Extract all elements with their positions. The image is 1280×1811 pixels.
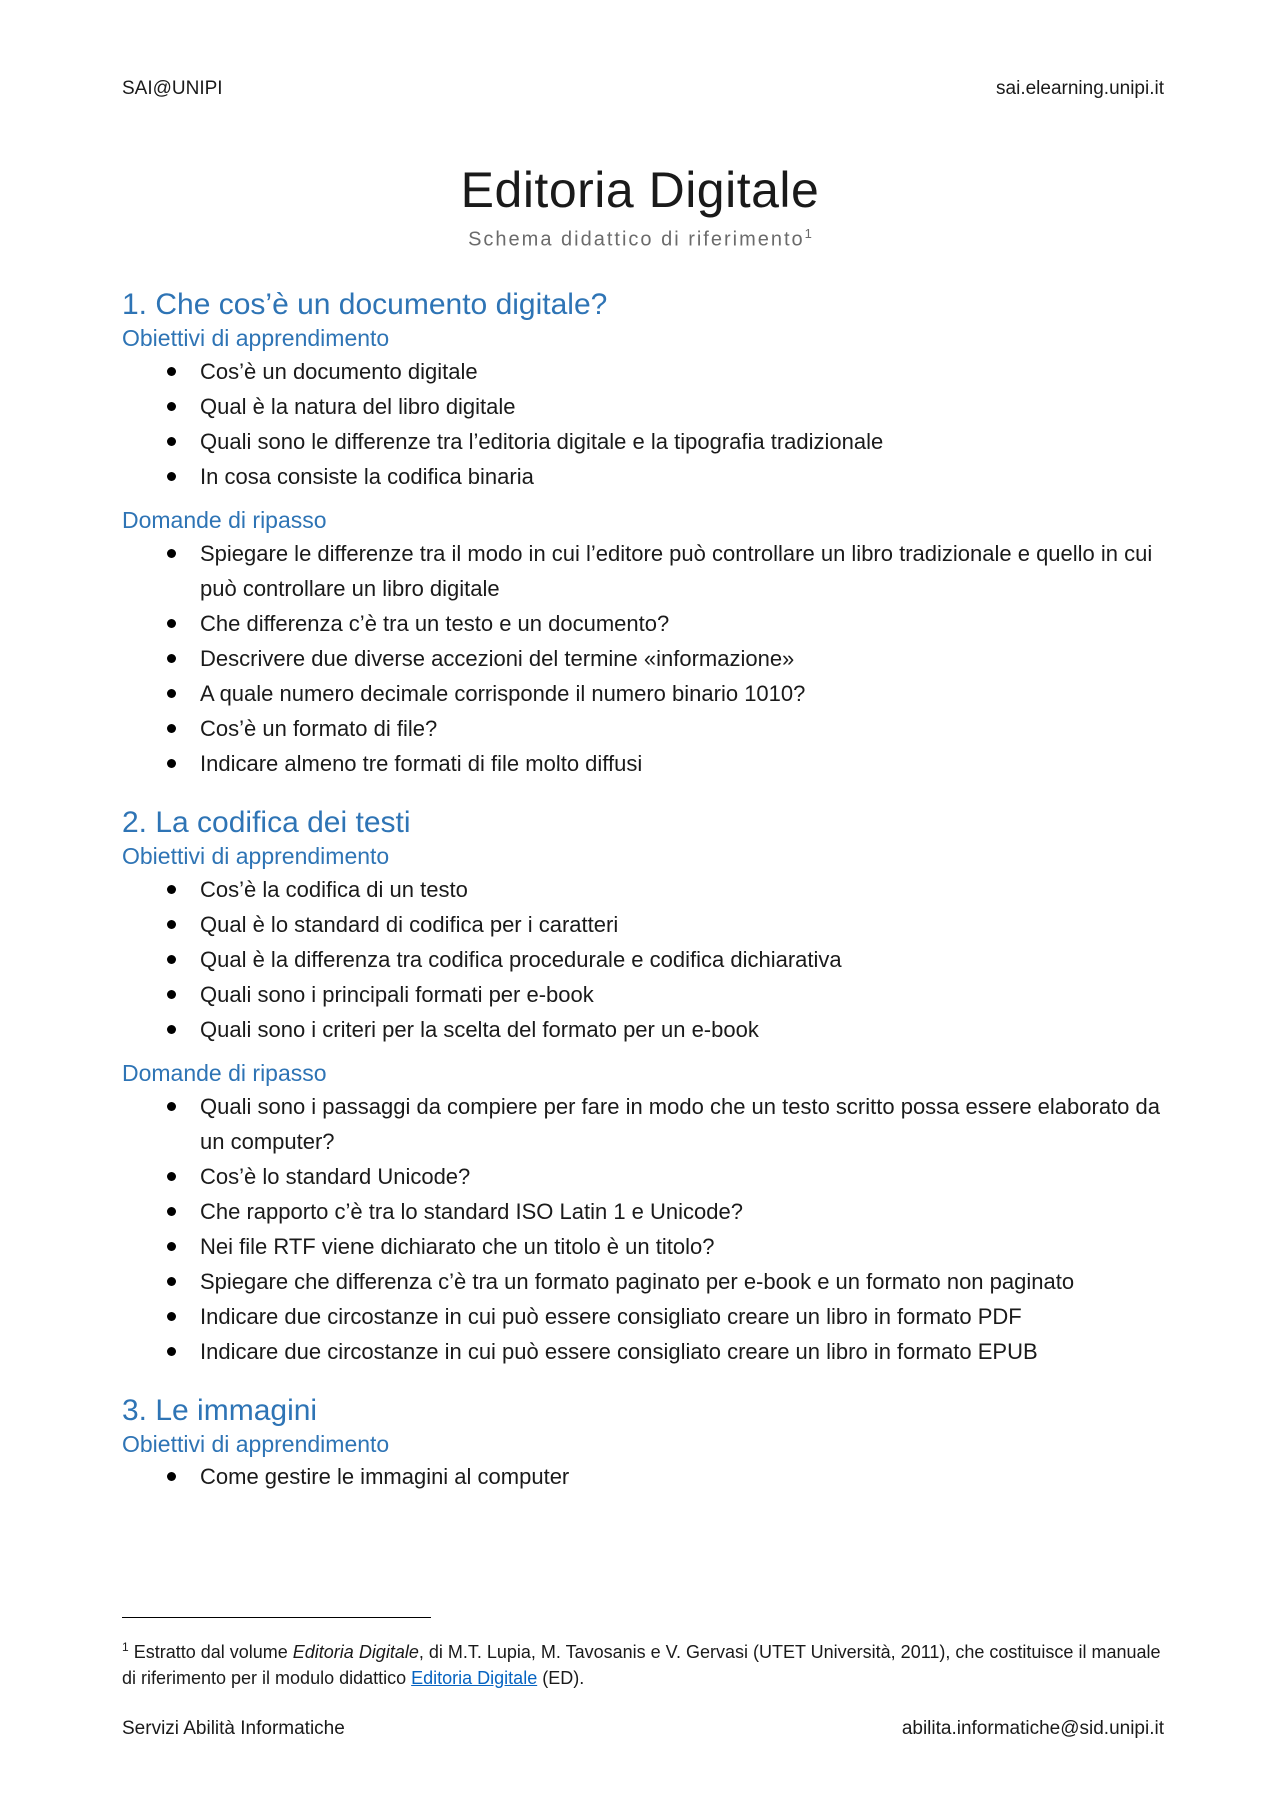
list-item: Indicare due circostanze in cui può essere consigliato creare un libro in formato EPUB	[122, 1334, 1164, 1369]
list-item: Cos’è un documento digitale	[122, 354, 1164, 389]
review-list	[122, 536, 1164, 781]
objectives-heading: Obiettivi di apprendimento	[122, 842, 390, 869]
list-item: Qual è la differenza tra codifica procedurale e codifica dichiarativa	[122, 942, 1164, 977]
review-heading: Domande di ripasso	[122, 1059, 327, 1086]
document-title: Editoria Digitale	[460, 162, 820, 218]
section-heading: 2. La codifica dei testi	[122, 805, 411, 839]
document-body	[122, 285, 1164, 1494]
footnote-separator	[122, 1617, 431, 1618]
objectives-list	[122, 354, 1164, 494]
list-item: Spiegare che differenza c’è tra un formato paginato per e-book e un formato non paginato	[122, 1264, 1164, 1299]
footnote	[122, 1634, 1172, 1691]
list-item: Cos’è la codifica di un testo	[122, 872, 1164, 907]
list-item: Indicare almeno tre formati di file molto diffusi	[122, 746, 1164, 781]
list-item: Spiegare le differenze tra il modo in cui l’editore può controllare un libro tradizionale e quello in cui può controllare un libro digitale	[122, 536, 1164, 606]
footnote-book-title: Editoria Digitale	[292, 1642, 419, 1662]
list-item: Nei file RTF viene dichiarato che un titolo è un titolo?	[122, 1229, 1164, 1264]
objectives-heading: Obiettivi di apprendimento	[122, 325, 390, 351]
footnote-reference[interactable]: 1	[804, 226, 812, 241]
list-item: A quale numero decimale corrisponde il numero binario 1010?	[122, 676, 1164, 711]
subtitle-text: Schema didattico di riferimento	[468, 228, 805, 251]
footer-left-text: Servizi Abilità Informatiche	[122, 1718, 345, 1739]
header-right-text: sai.elearning.unipi.it	[996, 78, 1164, 99]
list-item: Cos’è un formato di file?	[122, 711, 1164, 746]
list-item: Che differenza c’è tra un testo e un documento?	[122, 606, 1164, 641]
review-list	[122, 1089, 1164, 1369]
list-item: Qual è la natura del libro digitale	[122, 389, 1164, 424]
footnote-text-after: (ED).	[537, 1668, 585, 1688]
list-item: Indicare due circostanze in cui può essere consigliato creare un libro in formato PDF	[122, 1299, 1164, 1334]
list-item: Quali sono i principali formati per e-book	[122, 977, 1164, 1012]
footer-right-text: abilita.informatiche@sid.unipi.it	[901, 1718, 1164, 1739]
list-item: Come gestire le immagini al computer	[122, 1459, 1164, 1494]
list-item: In cosa consiste la codifica binaria	[122, 459, 1164, 494]
list-item: Cos’è lo standard Unicode?	[122, 1159, 1164, 1194]
footnote-text-middle: , di M.T. Lupia, M. Tavosanis e V. Gervasi (UTET Università, 2011), che costituisce il manuale di riferimento per il modulo didattico	[122, 1642, 1161, 1688]
footnote-number: 1	[122, 1640, 129, 1654]
objectives-list	[122, 872, 1164, 1047]
document-subtitle	[0, 226, 1280, 252]
objectives-list	[122, 1459, 1164, 1494]
footnote-text-before: Estratto dal volume	[133, 1642, 293, 1662]
section-heading: 1. Che cos’è un documento digitale?	[122, 288, 608, 321]
review-heading: Domande di ripasso	[122, 506, 327, 533]
list-item: Che rapporto c’è tra lo standard ISO Latin 1 e Unicode?	[122, 1194, 1164, 1229]
list-item: Quali sono le differenze tra l’editoria digitale e la tipografia tradizionale	[122, 424, 1164, 459]
header-left-text: SAI@UNIPI	[122, 78, 223, 99]
list-item: Descrivere due diverse accezioni del termine «informazione»	[122, 641, 1164, 676]
page-footer	[122, 1718, 1164, 1740]
footnote-course-link[interactable]: Editoria Digitale	[411, 1668, 538, 1688]
list-item: Qual è lo standard di codifica per i caratteri	[122, 907, 1164, 942]
section-heading: 3. Le immagini	[122, 1393, 318, 1427]
objectives-heading: Obiettivi di apprendimento	[122, 1430, 390, 1457]
list-item: Quali sono i passaggi da compiere per fare in modo che un testo scritto possa essere elaborato da un computer?	[122, 1089, 1164, 1159]
page-header	[122, 78, 1164, 100]
list-item: Quali sono i criteri per la scelta del formato per un e-book	[122, 1012, 1164, 1047]
title-block	[0, 160, 1280, 252]
